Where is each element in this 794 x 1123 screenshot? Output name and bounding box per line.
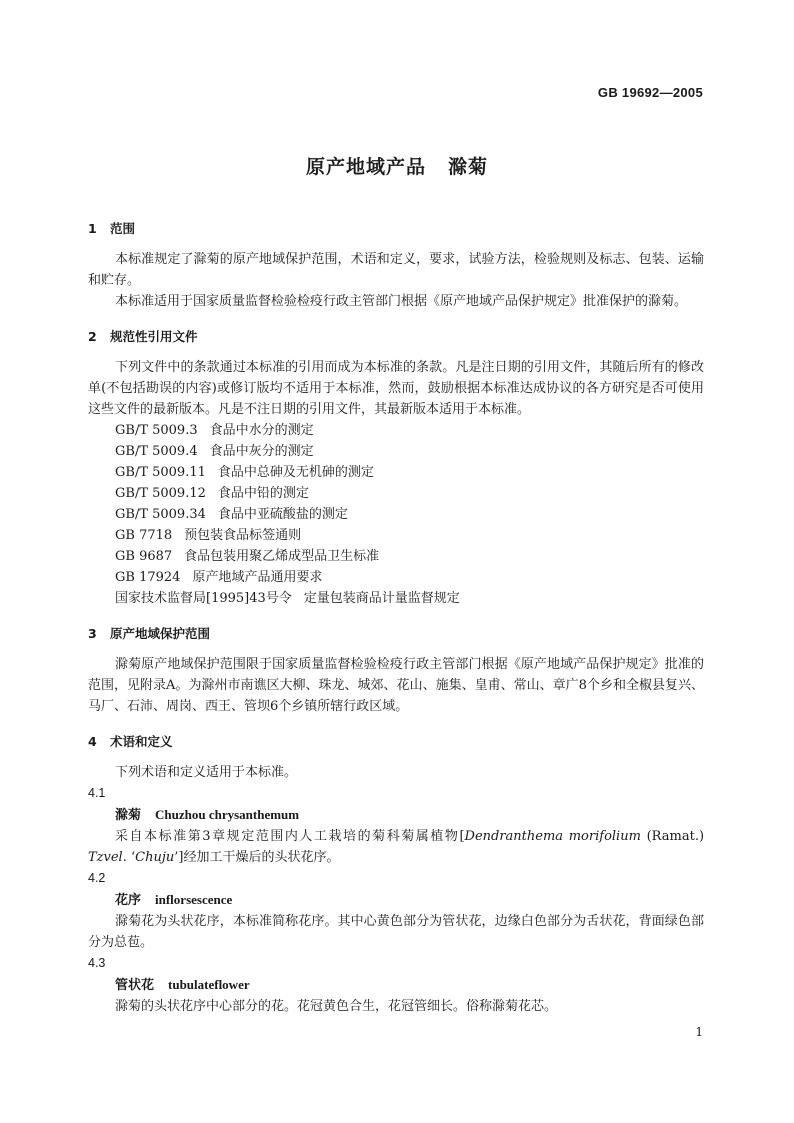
reference-item: GB/T 5009.3 食品中水分的测定 bbox=[115, 423, 314, 438]
standard-code: GB 19692—2005 bbox=[597, 85, 703, 100]
section-number: 1 bbox=[88, 221, 97, 236]
term-heading: 滁菊 Chuzhou chrysanthemum bbox=[115, 807, 300, 823]
section-number: 3 bbox=[88, 626, 97, 641]
term-number: 4.1 bbox=[88, 786, 106, 800]
section-4-intro: 下列术语和定义适用于本标准。 bbox=[115, 765, 298, 780]
term-definition: 滁菊花为头状花序，本标准简称花序。其中心黄色部分为管状花，边缘白色部分为舌状花，背面绿色部分为总苞。 bbox=[88, 914, 704, 950]
section-number: 2 bbox=[88, 329, 97, 344]
document-body bbox=[88, 214, 704, 1017]
reference-item: GB 7718 预包装食品标签通则 bbox=[115, 528, 302, 543]
section-title: 原产地域保护范围 bbox=[110, 626, 211, 641]
section-2-heading bbox=[88, 326, 704, 347]
reference-item: 国家技术监督局[1995]43号令 定量包装商品计量监督规定 bbox=[115, 591, 460, 606]
term-heading: 花序 inflorsescence bbox=[115, 892, 233, 908]
term-definition: 滁菊的头状花序中心部分的花。花冠黄色合生，花冠管细长。俗称滁菊花芯。 bbox=[115, 999, 558, 1014]
title-part-2: 滁菊 bbox=[448, 156, 489, 178]
section-title: 范围 bbox=[110, 221, 136, 236]
reference-item: GB/T 5009.34 食品中亚硫酸盐的测定 bbox=[115, 507, 348, 522]
section-2-intro: 下列文件中的条款通过本标准的引用而成为本标准的条款。凡是注日期的引用文件，其随后所有的修改单(不包括勘误的内容)或修订版均不适用于本标准，然而，鼓励根据本标准达成协议的各方研究是否可使用这些文件的最新版本。凡是不注日期的引用文件，其最新版本适用于本标准。 bbox=[88, 360, 704, 417]
section-1-heading bbox=[88, 218, 704, 239]
section-3-paragraph: 滁菊原产地域保护范围限于国家质量监督检验检疫行政主管部门根据《原产地域产品保护规定》批准的范围，见附录A。为滁州市南谯区大柳、珠龙、城郊、花山、施集、皇甫、常山、章广8个乡和全椒县复兴、马厂、石沛、周岗、西王、管坝6个乡镇所辖行政区域。 bbox=[88, 657, 704, 714]
section-1-paragraph-2: 本标准适用于国家质量监督检验检疫行政主管部门根据《原产地域产品保护规定》批准保护的滁菊。 bbox=[115, 294, 688, 309]
reference-item: GB/T 5009.12 食品中铅的测定 bbox=[115, 486, 309, 501]
document-title bbox=[0, 152, 794, 179]
section-3-heading bbox=[88, 623, 704, 644]
term-number: 4.2 bbox=[88, 871, 106, 885]
reference-item: GB/T 5009.4 食品中灰分的测定 bbox=[115, 444, 314, 459]
reference-item: GB 17924 原产地域产品通用要求 bbox=[115, 570, 323, 585]
reference-item: GB 9687 食品包装用聚乙烯成型品卫生标准 bbox=[115, 549, 380, 564]
section-1-paragraph-1: 本标准规定了滁菊的原产地域保护范围，术语和定义，要求，试验方法，检验规则及标志、包装、运输和贮存。 bbox=[88, 252, 704, 288]
reference-item: GB/T 5009.11 食品中总砷及无机砷的测定 bbox=[115, 465, 374, 480]
term-number: 4.3 bbox=[88, 956, 106, 970]
section-number: 4 bbox=[88, 734, 97, 749]
term-definition: 采自本标准第3章规定范围内人工栽培的菊科菊属植物[Dendranthema morifolium (Ramat.) Tzvel. ‘Chuju’]经加工干燥后的头状花序。 bbox=[88, 829, 705, 865]
title-part-1: 原产地域产品 bbox=[305, 156, 426, 178]
term-heading: 管状花 tubulateflower bbox=[115, 977, 250, 993]
section-title: 术语和定义 bbox=[110, 734, 173, 749]
section-title: 规范性引用文件 bbox=[110, 329, 198, 344]
page-number: 1 bbox=[695, 1025, 703, 1039]
section-4-heading bbox=[88, 731, 704, 752]
